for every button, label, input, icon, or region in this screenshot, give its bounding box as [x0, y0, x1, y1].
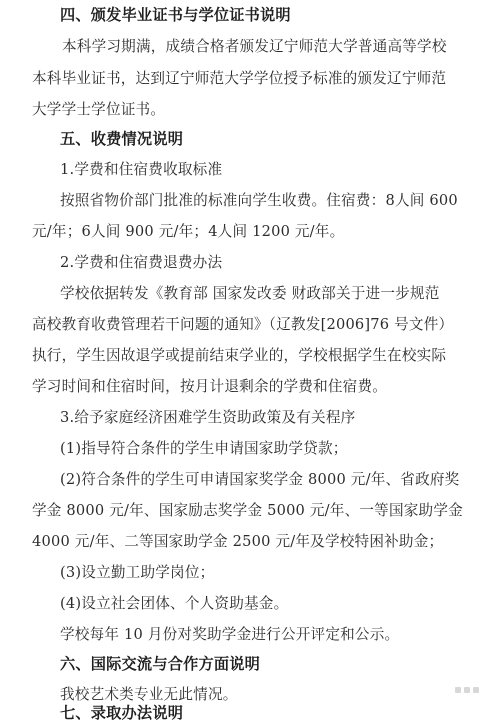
financial-aid-item-2-line-1: (2)符合条件的学生可申请国家奖学金 8000 元/年、省政府奖 — [60, 471, 460, 488]
refund-method-line-1: 学校依据转发《教育部 国家发改委 财政部关于进一步规范 — [60, 285, 440, 302]
fee-standard-line-1: 按照省物价部门批准的标准向学生收费。住宿费：8人间 600 — [60, 192, 458, 209]
section-4-heading: 四、颁发毕业证书与学位证书说明 — [60, 6, 291, 24]
section-4-paragraph-line-2: 本科毕业证书，达到辽宁师范大学学位授予标准的颁发辽宁师范 — [32, 70, 447, 87]
financial-aid-item-2-line-2: 学金 8000 元/年、国家励志奖学金 5000 元/年、一等国家助学金 — [32, 502, 463, 519]
refund-method-line-2: 高校教育收费管理若干问题的通知》（辽教发[2006]76 号文件） — [32, 316, 454, 333]
fee-standard-title: 1.学费和住宿费收取标准 — [60, 161, 223, 178]
refund-method-title: 2.学费和住宿费退费办法 — [60, 254, 223, 271]
financial-aid-item-3: (3)设立勤工助学岗位； — [60, 564, 215, 581]
refund-method-line-4: 学习时间和住宿时间，按月计退剩余的学费和住宿费。 — [32, 378, 388, 395]
financial-aid-title: 3.给予家庭经济困难学生资助政策及有关程序 — [60, 409, 356, 426]
section-5-heading: 五、收费情况说明 — [60, 130, 184, 148]
refund-method-line-3: 执行，学生因故退学或提前结束学业的，学校根据学生在校实际 — [32, 347, 447, 364]
financial-aid-note: 学校每年 10 月份对奖助学金进行公开评定和公示。 — [60, 626, 400, 643]
watermark-mark — [455, 684, 485, 696]
section-4-paragraph-line-1: 本科学习期满，成绩合格者颁发辽宁师范大学普通高等学校 — [62, 38, 447, 55]
financial-aid-item-4: (4)设立社会团体、个人资助基金。 — [60, 595, 289, 612]
section-6-heading: 六、国际交流与合作方面说明 — [60, 655, 261, 673]
financial-aid-item-1: (1)指导符合条件的学生申请国家助学贷款； — [60, 440, 348, 457]
section-6-paragraph: 我校艺术类专业无此情况。 — [60, 686, 238, 703]
financial-aid-item-2-line-3: 4000 元/年、二等国家助学金 2500 元/年及学校特困补助金； — [32, 533, 444, 550]
fee-standard-line-2: 元/年；6人间 900 元/年；4人间 1200 元/年。 — [32, 223, 345, 240]
section-4-paragraph-line-3: 大学学士学位证书。 — [32, 101, 166, 118]
section-7-heading: 七、录取办法说明 — [60, 704, 184, 722]
